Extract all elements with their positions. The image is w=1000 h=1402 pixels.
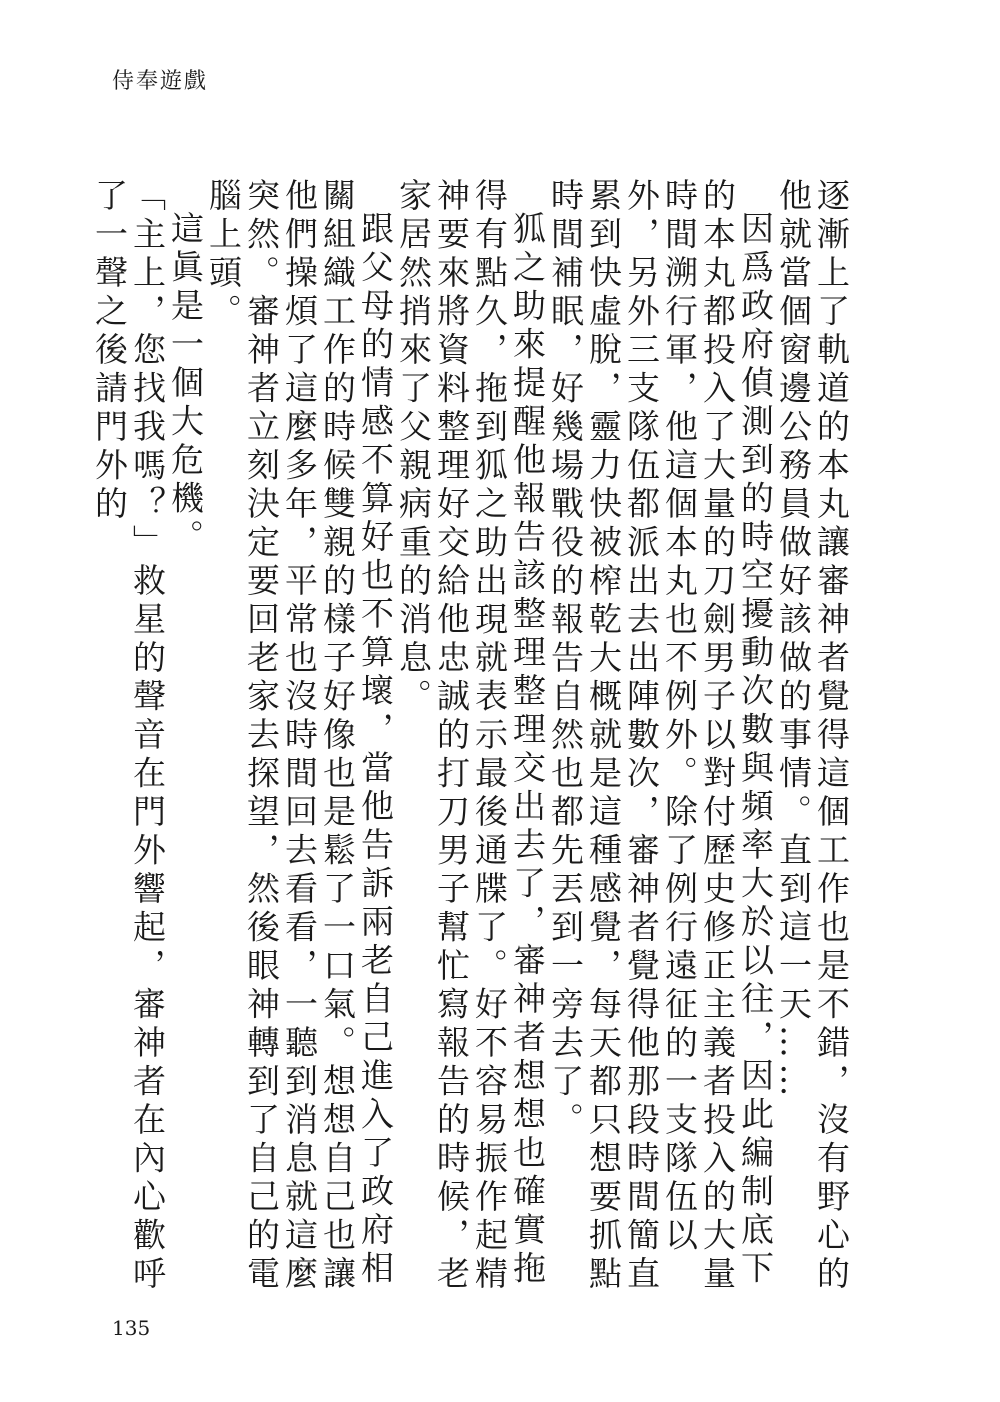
page-number: 135 xyxy=(112,1316,151,1340)
running-head: 侍奉遊戲 xyxy=(112,69,209,94)
body-text xyxy=(90,178,851,1298)
paragraph-5: 這眞是一個大危機。 xyxy=(166,211,205,558)
paragraph-1: 逐漸上了軌道的本丸讓審神者覺得這個工作也是不錯，沒有野心的他就當個窗邊公務員做好該做的事情。直到這一天…… xyxy=(774,178,851,1295)
paragraph-2: 因爲政府偵測到的時空擾動次數與頻率大於以往，因此編制底下的本丸都投入了大量的刀劍男子以對付歷史修正主義者投入的大量時間溯行軍，他這個本丸也不例外。除了例行遠征的一支隊伍以外，另外三支隊伍都派出去出陣數次，審神者覺得他那段時間簡直累到快虛脫，靈力快被榨乾大概就是這種感覺，每天都只想要抓點時間補眠，好幾場戰役的報告自然也都先丟到一旁去了。 xyxy=(546,178,775,1295)
paragraph-3: 狐之助來提醒他報告該整理整理交出去了，審神者想想也確實拖得有點久，拖到狐之助出現就表示最後通牒了。好不容易振作起精神要來將資料整理好交給他忠誠的打刀男子幫忙寫報告的時候，老家居然捎來了父親病重的消息。 xyxy=(394,178,547,1295)
paragraph-4: 跟父母的情感不算好也不算壞，當他告訴兩老自己進入了政府相關組織工作的時候雙親的樣子好像也是鬆了一口氣。想想自己也讓他們操煩了這麼多年，平常也沒時間回去看看，一聽到消息就這麼突然。審神者立刻決定要回老家去探望，然後眼神轉到了自己的電腦上頭。 xyxy=(204,178,395,1295)
paragraph-6: 「主上，您找我嗎？」救星的聲音在門外響起，審神者在內心歡呼了一聲之後請門外的 xyxy=(90,178,167,1295)
